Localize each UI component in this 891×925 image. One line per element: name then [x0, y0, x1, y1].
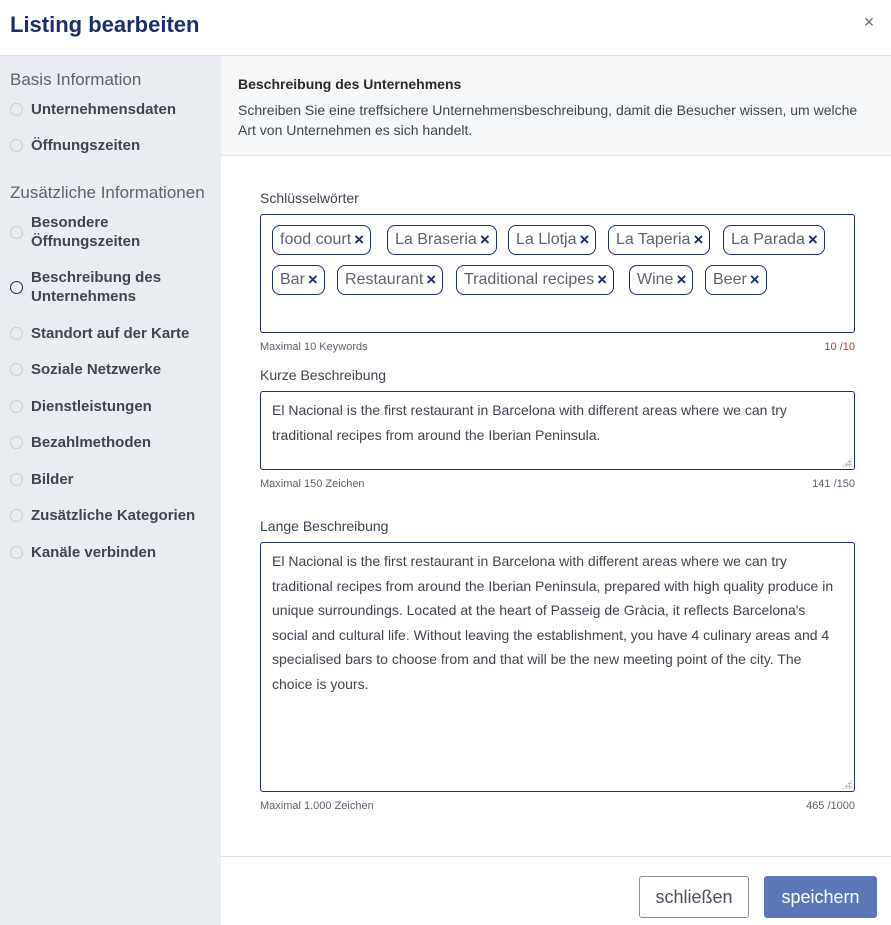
- sidebar-item-label: Bilder: [31, 471, 74, 488]
- sidebar-item-label: Öffnungszeiten: [31, 137, 141, 154]
- resize-handle-icon[interactable]: [842, 457, 852, 467]
- close-icon[interactable]: ×: [863, 12, 875, 32]
- sidebar-item-label: Unternehmensdaten: [31, 101, 177, 118]
- keyword-tag: [508, 225, 596, 255]
- sidebar-item-dienstleistungen[interactable]: [10, 397, 215, 416]
- close-button[interactable]: schließen: [639, 876, 749, 918]
- sidebar-item-label: Besondere Öffnungszeiten: [31, 214, 141, 250]
- keyword-tag: [456, 265, 614, 295]
- keywords-label: Schlüsselwörter: [260, 190, 359, 206]
- section-header: [221, 56, 891, 156]
- sidebar-item-label: Soziale Netzwerke: [31, 361, 162, 378]
- short-description-counter: 141 /150: [812, 478, 855, 490]
- remove-tag-icon[interactable]: ×: [807, 230, 818, 249]
- keyword-tag: [387, 225, 497, 255]
- keyword-tag: [629, 265, 693, 295]
- keyword-tag: [272, 225, 371, 255]
- radio-selected-icon: [10, 281, 23, 294]
- keywords-input[interactable]: [260, 214, 855, 333]
- sidebar-section-basis: Basis Information: [10, 70, 142, 89]
- sidebar-item-label: Standort auf der Karte: [31, 325, 190, 342]
- radio-icon: [10, 509, 23, 522]
- remove-tag-icon[interactable]: ×: [354, 230, 365, 249]
- keyword-tag: [272, 265, 325, 295]
- remove-tag-icon[interactable]: ×: [579, 230, 590, 249]
- long-description-textarea[interactable]: [260, 542, 855, 792]
- modal-footer: [221, 856, 891, 925]
- sidebar-item-label: Beschreibung des Unternehmens: [31, 269, 162, 305]
- keyword-tag-label: Restaurant: [345, 271, 424, 288]
- long-description-hint: Maximal 1.000 Zeichen: [260, 800, 374, 812]
- short-description-label: Kurze Beschreibung: [260, 367, 387, 383]
- save-button[interactable]: speichern: [764, 876, 877, 918]
- sidebar-item-kategorien[interactable]: [10, 506, 215, 525]
- keyword-tag-label: La Taperia: [616, 231, 691, 248]
- section-description: Schreiben Sie eine treffsichere Unternehmensbeschreibung, damit die Besucher wissen, um welche Art von Unternehmen es sich handelt.: [238, 102, 858, 138]
- sidebar-item-besondere-oeffnungszeiten[interactable]: [10, 213, 215, 251]
- sidebar-item-beschreibung[interactable]: [10, 268, 215, 306]
- section-title: Beschreibung des Unternehmens: [238, 76, 462, 92]
- keyword-tag-label: La Braseria: [395, 231, 477, 248]
- radio-icon: [10, 226, 23, 239]
- resize-handle-icon[interactable]: [842, 779, 852, 789]
- sidebar-item-oeffnungszeiten[interactable]: [10, 136, 215, 155]
- modal-title: Listing bearbeiten: [10, 12, 200, 37]
- remove-tag-icon[interactable]: ×: [426, 270, 437, 289]
- sidebar-item-label: Bezahlmethoden: [31, 434, 152, 451]
- sidebar-item-soziale-netzwerke[interactable]: [10, 360, 215, 379]
- keyword-tag: [723, 225, 825, 255]
- remove-tag-icon[interactable]: ×: [693, 230, 704, 249]
- keyword-tag-label: La Parada: [731, 231, 805, 248]
- remove-tag-icon[interactable]: ×: [597, 270, 608, 289]
- keyword-tag-label: Wine: [637, 271, 674, 288]
- keyword-tag: [705, 265, 767, 295]
- remove-tag-icon[interactable]: ×: [307, 270, 318, 289]
- sidebar: [0, 56, 221, 925]
- radio-icon: [10, 400, 23, 413]
- keyword-tag: [337, 265, 443, 295]
- radio-icon: [10, 436, 23, 449]
- long-description-counter: 465 /1000: [806, 800, 855, 812]
- keywords-counter: 10 /10: [824, 341, 855, 353]
- keyword-tag-label: Beer: [713, 271, 747, 288]
- radio-icon: [10, 363, 23, 376]
- modal-header: [0, 0, 891, 56]
- keyword-tag-label: La Llotja: [516, 231, 577, 248]
- sidebar-item-unternehmensdaten[interactable]: [10, 100, 215, 119]
- radio-icon: [10, 327, 23, 340]
- radio-icon: [10, 139, 23, 152]
- short-description-text: El Nacional is the first restaurant in Barcelona with different areas where we can try traditional recipes from around the Iberian Peninsula.: [272, 402, 787, 443]
- keyword-tag-label: Bar: [280, 271, 305, 288]
- sidebar-item-standort[interactable]: [10, 324, 215, 343]
- remove-tag-icon[interactable]: ×: [479, 230, 490, 249]
- sidebar-item-bilder[interactable]: [10, 470, 215, 489]
- sidebar-item-label: Dienstleistungen: [31, 398, 152, 415]
- remove-tag-icon[interactable]: ×: [676, 270, 687, 289]
- keywords-hint: Maximal 10 Keywords: [260, 341, 368, 353]
- sidebar-item-label: Kanäle verbinden: [31, 544, 157, 561]
- sidebar-item-kanaele[interactable]: [10, 543, 215, 562]
- short-description-hint: Maximal 150 Zeichen: [260, 478, 365, 490]
- keyword-tag-label: Traditional recipes: [464, 271, 595, 288]
- radio-icon: [10, 546, 23, 559]
- sidebar-item-bezahlmethoden[interactable]: [10, 433, 215, 452]
- long-description-text: El Nacional is the first restaurant in Barcelona with different areas where we can try traditional recipes from around the Iberian Peninsula, prepared with high quality produce in unique surroundings. Located at the heart of Passeig de Gràcia, it reflects Barcelona's social and cultural life. Without leaving the establishment, you have 4 culinary areas and 4 specialised bars to choose from and that will be the new meeting point of the city. The choice is yours.: [272, 553, 834, 692]
- remove-tag-icon[interactable]: ×: [749, 270, 760, 289]
- keyword-tag: [608, 225, 710, 255]
- sidebar-item-label: Zusätzliche Kategorien: [31, 507, 196, 524]
- radio-icon: [10, 473, 23, 486]
- keyword-tag-label: food court: [280, 231, 352, 248]
- long-description-label: Lange Beschreibung: [260, 518, 389, 534]
- sidebar-section-zusaetzlich: Zusätzliche Informationen: [10, 183, 205, 202]
- radio-icon: [10, 103, 23, 116]
- short-description-textarea[interactable]: [260, 391, 855, 470]
